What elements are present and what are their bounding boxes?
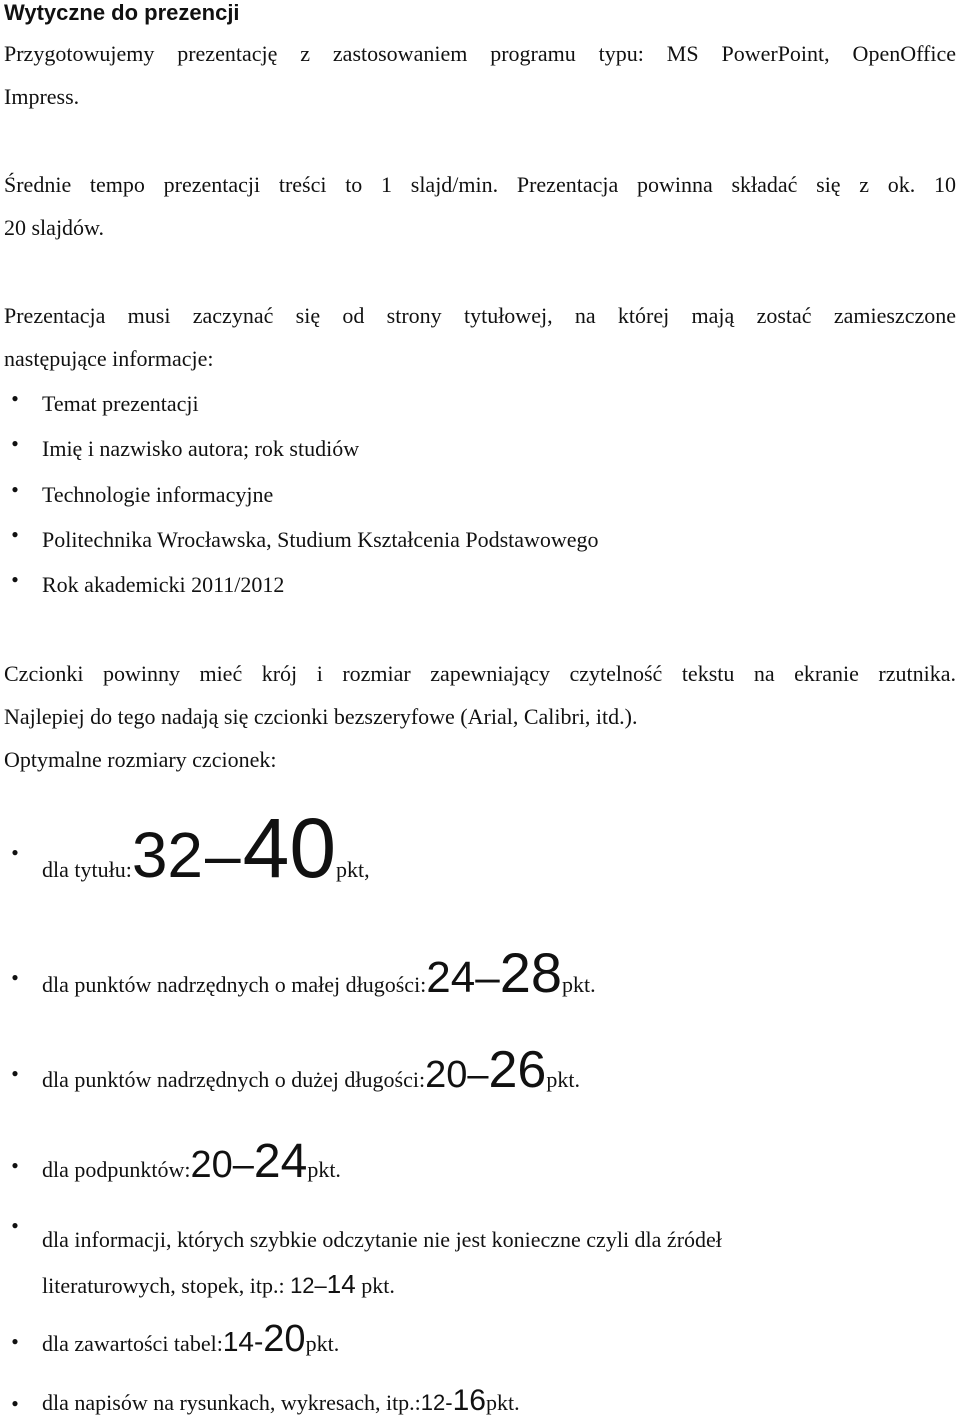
size-label: dla tytułu: bbox=[42, 857, 132, 882]
size-dash: – bbox=[475, 953, 500, 1002]
title-page-line-2: następujące informacje: bbox=[4, 346, 214, 371]
list-item bbox=[0, 1218, 950, 1308]
bullet-icon: ● bbox=[11, 527, 19, 541]
intro-line-2: Impress. bbox=[4, 84, 80, 109]
list-item bbox=[0, 391, 950, 417]
size-min: 32 bbox=[131, 819, 204, 891]
list-item bbox=[0, 1318, 950, 1361]
size-min: 20 bbox=[190, 1144, 233, 1186]
bullet-icon: ● bbox=[11, 845, 19, 859]
size-unit: pkt. bbox=[562, 972, 596, 997]
bullet-icon: ● bbox=[11, 391, 19, 405]
tempo-line-2: 20 slajdów. bbox=[4, 215, 105, 240]
list-item bbox=[0, 1134, 950, 1189]
list-item bbox=[0, 1384, 950, 1418]
list-item bbox=[0, 527, 950, 553]
size-dash: – bbox=[467, 1054, 489, 1096]
size-label: dla punktów nadrzędnych o małej długości: bbox=[42, 972, 427, 997]
font-line-1: Czcionki powinny mieć krój i rozmiar zapewniający czytelność tekstu na ekranie rzutnika. bbox=[4, 661, 956, 686]
bullet-icon: ● bbox=[11, 436, 19, 450]
size-max: 28 bbox=[499, 941, 563, 1004]
size-label: literaturowych, stopek, itp.: bbox=[42, 1273, 291, 1298]
size-dash: – bbox=[205, 819, 241, 891]
size-label: dla zawartości tabel: bbox=[42, 1331, 223, 1356]
list-item-text: Imię i nazwisko autora; rok studiów bbox=[42, 436, 360, 461]
intro-line-1: Przygotowujemy prezentację z zastosowaniem programu typu: MS PowerPoint, OpenOffice bbox=[4, 41, 956, 66]
list-item-text bbox=[42, 1134, 341, 1189]
font-paragraph bbox=[4, 652, 956, 781]
title-page-line-1: Prezentacja musi zaczynać się od strony tytułowej, na której mają zostać zamieszczone bbox=[4, 303, 956, 328]
size-max: 16 bbox=[452, 1384, 486, 1417]
list-item bbox=[0, 482, 950, 508]
bullet-icon: ● bbox=[11, 572, 19, 586]
bullet-icon: ● bbox=[11, 1396, 19, 1410]
size-dash: – bbox=[314, 1273, 327, 1298]
size-label: dla podpunktów: bbox=[42, 1157, 191, 1182]
size-unit: pkt. bbox=[305, 1331, 340, 1356]
list-item bbox=[0, 800, 950, 895]
list-item-text bbox=[42, 800, 370, 897]
size-unit: pkt. bbox=[485, 1390, 520, 1415]
size-min: 12 bbox=[290, 1273, 315, 1298]
bullet-icon: ● bbox=[11, 1158, 19, 1172]
tempo-line-1: Średnie tempo prezentacji treści to 1 slajd/min. Prezentacja powinna składać się z ok. 10 bbox=[4, 172, 956, 197]
size-max: 20 bbox=[263, 1318, 306, 1360]
bullet-icon: ● bbox=[11, 1334, 19, 1348]
size-max: 14 bbox=[326, 1269, 356, 1299]
size-unit: pkt. bbox=[307, 1157, 341, 1182]
size-max: 26 bbox=[488, 1041, 547, 1099]
font-line-2: Najlepiej do tego nadają się czcionki bezszeryfowe (Arial, Calibri, itd.). bbox=[4, 704, 638, 729]
list-item bbox=[0, 1040, 950, 1100]
list-item-text bbox=[42, 1318, 339, 1361]
font-line-3: Optymalne rozmiary czcionek: bbox=[4, 747, 277, 772]
document-heading: Wytyczne do prezencji bbox=[4, 0, 240, 25]
bullet-icon: ● bbox=[11, 1066, 19, 1080]
bullet-icon: ● bbox=[11, 482, 19, 496]
size-max: 40 bbox=[242, 801, 337, 895]
size-unit: pkt. bbox=[355, 1273, 395, 1298]
list-item bbox=[0, 436, 950, 462]
size-min: 24 bbox=[426, 953, 476, 1002]
bullet-icon: ● bbox=[11, 1218, 19, 1232]
list-item-text: Temat prezentacji bbox=[42, 391, 199, 416]
list-item-text: Rok akademicki 2011/2012 bbox=[42, 572, 285, 597]
list-item-text bbox=[42, 1040, 580, 1100]
list-item-text: Technologie informacyjne bbox=[42, 482, 274, 507]
list-item bbox=[0, 940, 950, 1005]
size-unit: pkt. bbox=[546, 1067, 580, 1092]
bullet-icon: ● bbox=[11, 970, 19, 984]
list-item-text: Politechnika Wrocławska, Studium Kształcenia Podstawowego bbox=[42, 527, 599, 552]
size-label-line-1: dla informacji, których szybkie odczytanie nie jest konieczne czyli dla źródeł bbox=[42, 1227, 722, 1252]
title-page-paragraph bbox=[4, 294, 956, 380]
list-item-text bbox=[42, 1384, 520, 1418]
tempo-paragraph bbox=[4, 163, 956, 249]
size-dash: - bbox=[253, 1326, 264, 1357]
size-min: 14 bbox=[222, 1326, 254, 1357]
size-label: dla punktów nadrzędnych o dużej długości: bbox=[42, 1067, 426, 1092]
size-label: dla napisów na rysunkach, wykresach, itp.: bbox=[42, 1390, 421, 1415]
intro-paragraph bbox=[4, 32, 956, 118]
size-dash: - bbox=[445, 1390, 453, 1415]
size-min: 12 bbox=[420, 1390, 446, 1415]
size-min: 20 bbox=[425, 1054, 468, 1096]
size-unit: pkt, bbox=[336, 857, 370, 882]
list-item-text bbox=[42, 940, 596, 1005]
list-item-text bbox=[42, 1262, 950, 1308]
size-max: 24 bbox=[253, 1135, 308, 1188]
size-dash: – bbox=[232, 1144, 254, 1186]
list-item bbox=[0, 572, 950, 598]
